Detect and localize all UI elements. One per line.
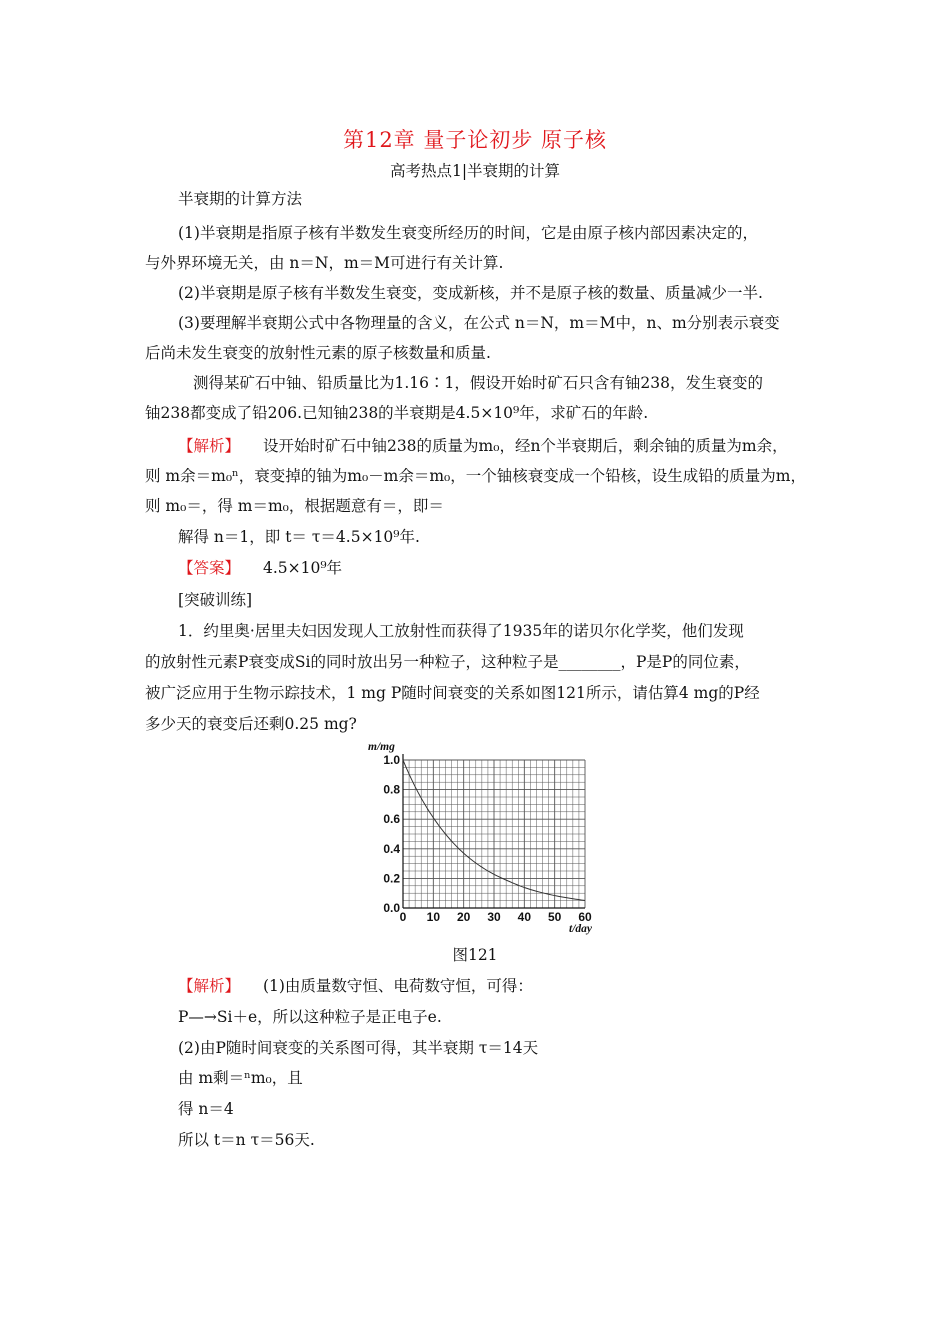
y-tick-label: 0.0 bbox=[383, 901, 400, 915]
answer-text: 4.5×10⁹年 bbox=[262, 559, 343, 577]
paragraph-line: (3)要理解半衰期公式中各物理量的含义，在公式 n＝N，m＝M中，n、m分别表示衰变 bbox=[178, 314, 780, 332]
solution-label: 【解析】 bbox=[178, 977, 241, 995]
answer-label: 【答案】 bbox=[178, 559, 241, 577]
answer-line bbox=[178, 558, 342, 578]
solution-line: 由 m剩＝ⁿm₀，且 bbox=[178, 1069, 303, 1087]
x-tick-label: 20 bbox=[456, 910, 471, 924]
y-axis-label: m/mg bbox=[368, 741, 395, 753]
solution-line: 所以 t＝n τ＝56天. bbox=[178, 1131, 315, 1149]
solution-line: P—→Si＋e，所以这种粒子是正电子e. bbox=[178, 1008, 442, 1026]
solution-text: (1)由质量数守恒、电荷数守恒，可得： bbox=[262, 977, 533, 995]
chart-grid bbox=[403, 760, 585, 908]
question-line: 1．约里奥·居里夫妇因发现人工放射性而获得了1935年的诺贝尔化学奖，他们发现 bbox=[178, 622, 744, 640]
question-line: 被广泛应用于生物示踪技术，1 mg P随时间衰变的关系如图121所示，请估算4 mg的P经 bbox=[145, 684, 760, 702]
x-tick-label: 0 bbox=[399, 910, 407, 924]
paragraph-line: 后尚未发生衰变的放射性元素的原子核数量和质量. bbox=[145, 344, 491, 362]
x-axis-label: t/day bbox=[569, 923, 592, 935]
analysis-line bbox=[178, 436, 788, 456]
method-heading: 半衰期的计算方法 bbox=[178, 190, 303, 208]
paragraph-line: (2)半衰期是原子核有半数发生衰变，变成新核，并不是原子核的数量、质量减少一半. bbox=[178, 284, 763, 302]
x-tick-label: 60 bbox=[578, 910, 592, 924]
x-tick-label: 30 bbox=[487, 910, 501, 924]
decay-chart bbox=[365, 740, 595, 940]
y-tick-label: 0.4 bbox=[383, 841, 400, 856]
analysis-text: 设开始时矿石中铀238的质量为m₀，经n个半衰期后，剩余铀的质量为m余， bbox=[262, 437, 788, 455]
question-line: 的放射性元素P衰变成Si的同时放出另一种粒子，这种粒子是________，P是P的同位素， bbox=[145, 653, 750, 671]
analysis-line: 解得 n＝1，即 t＝ τ＝4.5×10⁹年. bbox=[178, 528, 420, 546]
section-subtitle: 高考热点1|半衰期的计算 bbox=[389, 162, 561, 180]
training-heading: [突破训练] bbox=[178, 591, 253, 609]
solution-line bbox=[178, 976, 533, 996]
page-title: 第12章 量子论初步 原子核 bbox=[342, 128, 608, 152]
paragraph-line: (1)半衰期是指原子核有半数发生衰变所经历的时间，它是由原子核内部因素决定的， bbox=[178, 224, 758, 242]
question-line: 多少天的衰变后还剩0.25 mg? bbox=[145, 715, 357, 733]
paragraph-line: 与外界环境无关，由 n＝N，m＝M可进行有关计算. bbox=[145, 254, 504, 272]
analysis-label: 【解析】 bbox=[178, 437, 241, 455]
x-tick-label: 40 bbox=[517, 910, 532, 924]
y-tick-label: 0.6 bbox=[383, 812, 400, 827]
solution-line: 得 n＝4 bbox=[178, 1100, 234, 1118]
figure-caption: 图121 bbox=[452, 946, 498, 964]
x-tick-label: 50 bbox=[547, 910, 562, 924]
x-tick-label: 10 bbox=[426, 910, 441, 924]
example-problem-line: 铀238都变成了铅206.已知铀238的半衰期是4.5×10⁹年，求矿石的年龄. bbox=[145, 404, 649, 422]
y-tick-label: 0.8 bbox=[383, 782, 400, 797]
y-tick-label: 0.2 bbox=[383, 871, 400, 886]
analysis-line: 则 m₀＝，得 m＝m₀，根据题意有＝，即＝ bbox=[145, 497, 444, 515]
example-problem-line: 测得某矿石中铀、铅质量比为1.16∶1，假设开始时矿石只含有铀238，发生衰变的 bbox=[193, 374, 763, 392]
y-tick-label: 1.0 bbox=[383, 753, 400, 767]
solution-line: (2)由P随时间衰变的关系图可得，其半衰期 τ＝14天 bbox=[178, 1039, 539, 1057]
analysis-line: 则 m余＝m₀ⁿ，衰变掉的铀为m₀－m余＝m₀，一个铀核衰变成一个铅核，设生成铅的质量为m， bbox=[145, 467, 806, 485]
